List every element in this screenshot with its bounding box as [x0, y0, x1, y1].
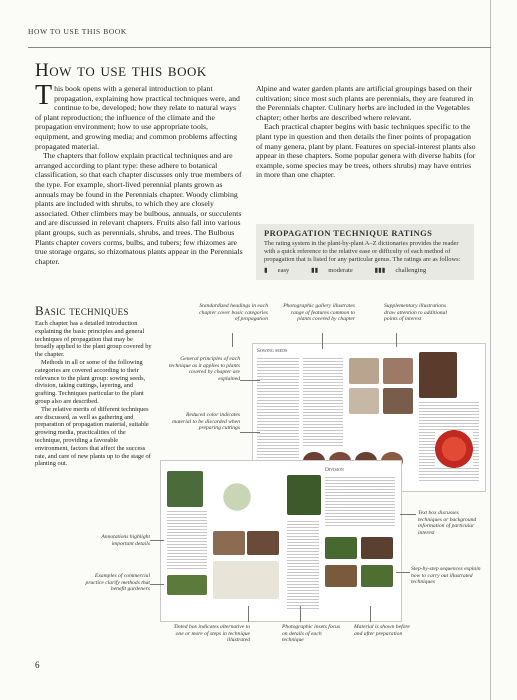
basic-techniques-text: Each chapter has a detailed introduction explaining the basic principles and general techniques of propagation that may be broadly applied to the plant group covered by the chapter. Methods in all or some of the following categories are covered according to their relevance to the plant group: sowing seeds, division, taking cuttings, layering, and grafting. Techniques particular to the plant group also are described. The relative merits of different techniques are discussed, as well as gathering and preparation of propagation material, suitable growing media, practicalities of the technique, providing a favorable environment, factors that affect the success rate, and care of new plants up to the stage of planting out. [35, 320, 152, 468]
ratings-body: The rating system in the plant-by-plant A–Z dictionaries provides the reader with a quick reference to the relative ease or difficulty of each method of propagation that is listed for any particular genus. The ratings are as follows: [264, 240, 461, 263]
leader-line [240, 380, 260, 381]
intro-paragraph-2: The chapters that follow explain practical techniques and are arranged according to plant type: these adhere to botanical classification, so that each chapter discusses only true members of the type. For example, short-lived perennial plants grown as annuals may be found in the Perennials chapter. Woody climbing plants are included with shrubs, to which they are closely associated. Other climbers may be bulbous, annuals, or succulents and are discussed in relevant chapters. Fruits also fall into various plant groups, such as perennials, shrubs, and trees. The Bulbous Plants chapter covers corms, bulbs, and tubers; few rhizomes are true storage organs, so rhizomatous plants appear in the Perennials chapter. [35, 151, 243, 266]
drop-cap: T [35, 80, 53, 111]
division-text-2 [325, 477, 395, 527]
ratings-legend [264, 266, 466, 274]
leader-line [150, 584, 164, 585]
leaf-diagram [213, 473, 261, 513]
seed-photo-3 [349, 388, 379, 414]
one-bar-icon: ▮ [264, 267, 268, 274]
leader-line [150, 540, 164, 541]
intro-paragraph-4: Each practical chapter begins with basic techniques specific to the plant type in question and then details the finer points of propagation of many genera, plant by plant. Features on special-interest plants also appear in these chapters. Some popular genera with diverse habits (for example, some species may be trees, others shrubs) may have entries in more than one chapter. [256, 122, 476, 180]
leader-line [400, 514, 416, 515]
leader-line [248, 606, 249, 622]
division-photo-6 [361, 537, 393, 559]
division-photo-3 [247, 531, 279, 555]
tinted-box [213, 561, 279, 599]
ratings-box [256, 224, 474, 280]
annotation-material: Material is shown before and after preparation [354, 624, 410, 637]
three-bar-icon: ▮▮▮ [374, 267, 386, 274]
annotation-commercial: Examples of commercial practice clarify methods that benefit gardeners [85, 573, 150, 593]
sowing-text-2 [303, 358, 343, 448]
shrub-photo [167, 471, 203, 507]
division-photo-8 [361, 565, 393, 587]
annotation-reduced: Reduced color indicates material to be discarded when preparing cuttings [172, 412, 240, 432]
annotation-standardized: Standardized headings in each chapter cover basic categories of propagation [199, 303, 268, 323]
sample-spread-division [160, 460, 402, 622]
annotation-supplementary: Supplementary illustrations draw attention to additional points of interest [384, 303, 447, 323]
division-text-3 [287, 521, 319, 611]
leader-line [396, 572, 410, 573]
annotation-tinted: Tinted box indicates alternative to one or more of steps in technique illustrated [173, 624, 250, 644]
seed-photo-2 [383, 358, 413, 384]
intro-paragraph-1: This book opens with a general introduction to plant propagation, explaining how practical techniques were, and continue to be, developed; how they relate to natural ways of plant reproduction; the influence of the climate and the propagation environment; how to use appropriate tools, equipment, and growing media; and common problems affecting propagated material. [35, 80, 240, 151]
red-flower-photo [435, 430, 473, 468]
division-label: Division [325, 467, 344, 473]
rating-moderate: ▮▮ moderate [311, 267, 353, 274]
leader-line [396, 333, 397, 347]
annotation-textbox: Text box discusses techniques or background information of particular interest [418, 510, 477, 536]
rating-challenging: ▮▮▮ challenging [374, 267, 427, 274]
leader-line [240, 432, 260, 433]
page-number: 6 [35, 660, 40, 670]
annotation-stepbystep: Step-by-step sequences explain how to carry out illustrated techniques [411, 566, 481, 586]
annotation-gallery: Photographic gallery illustrates range of features common to plants covered by chapter [283, 303, 355, 323]
leader-line [322, 333, 323, 349]
leader-line [300, 606, 301, 622]
division-photo-2 [213, 531, 245, 555]
annotation-principles: General principles of each technique as it applies to plants covered by chapter are explained [168, 356, 240, 382]
sowing-seeds-label: Sowing seeds [257, 348, 288, 354]
basic-techniques-heading: Basic techniques [35, 303, 129, 318]
leader-line [370, 606, 371, 622]
division-photo-4 [287, 475, 321, 515]
intro-paragraph-3: Alpine and water garden plants are artificial groupings based on their cultivation; since most such plants are perennials, they are featured in the Perennials chapter. Culinary herbs are included in the Vegetables chapter; other herbs are described where relevant. [256, 84, 474, 122]
rating-easy: ▮ easy [264, 267, 290, 274]
two-bar-icon: ▮▮ [311, 267, 319, 274]
ratings-title: PROPAGATION TECHNIQUE RATINGS [264, 228, 433, 238]
page-title: How to use this book [35, 60, 207, 81]
intro-column-left [35, 80, 243, 266]
annotation-highlight: Annotations highlight important details [101, 534, 150, 547]
division-photo-5 [325, 537, 357, 559]
intro-column-right [256, 84, 476, 180]
division-photo-1 [167, 575, 207, 595]
page-edge-rule [490, 0, 491, 700]
seed-photo-4 [383, 388, 413, 414]
header-rule [28, 47, 491, 48]
leader-line [232, 333, 233, 347]
running-header: HOW TO USE THIS BOOK [28, 27, 127, 36]
seed-photo-1 [349, 358, 379, 384]
plant-photo-dark [419, 352, 457, 398]
division-text-1 [167, 511, 207, 571]
division-photo-7 [325, 565, 357, 587]
annotation-insets: Photographic insets focus on details of each technique [282, 624, 341, 644]
